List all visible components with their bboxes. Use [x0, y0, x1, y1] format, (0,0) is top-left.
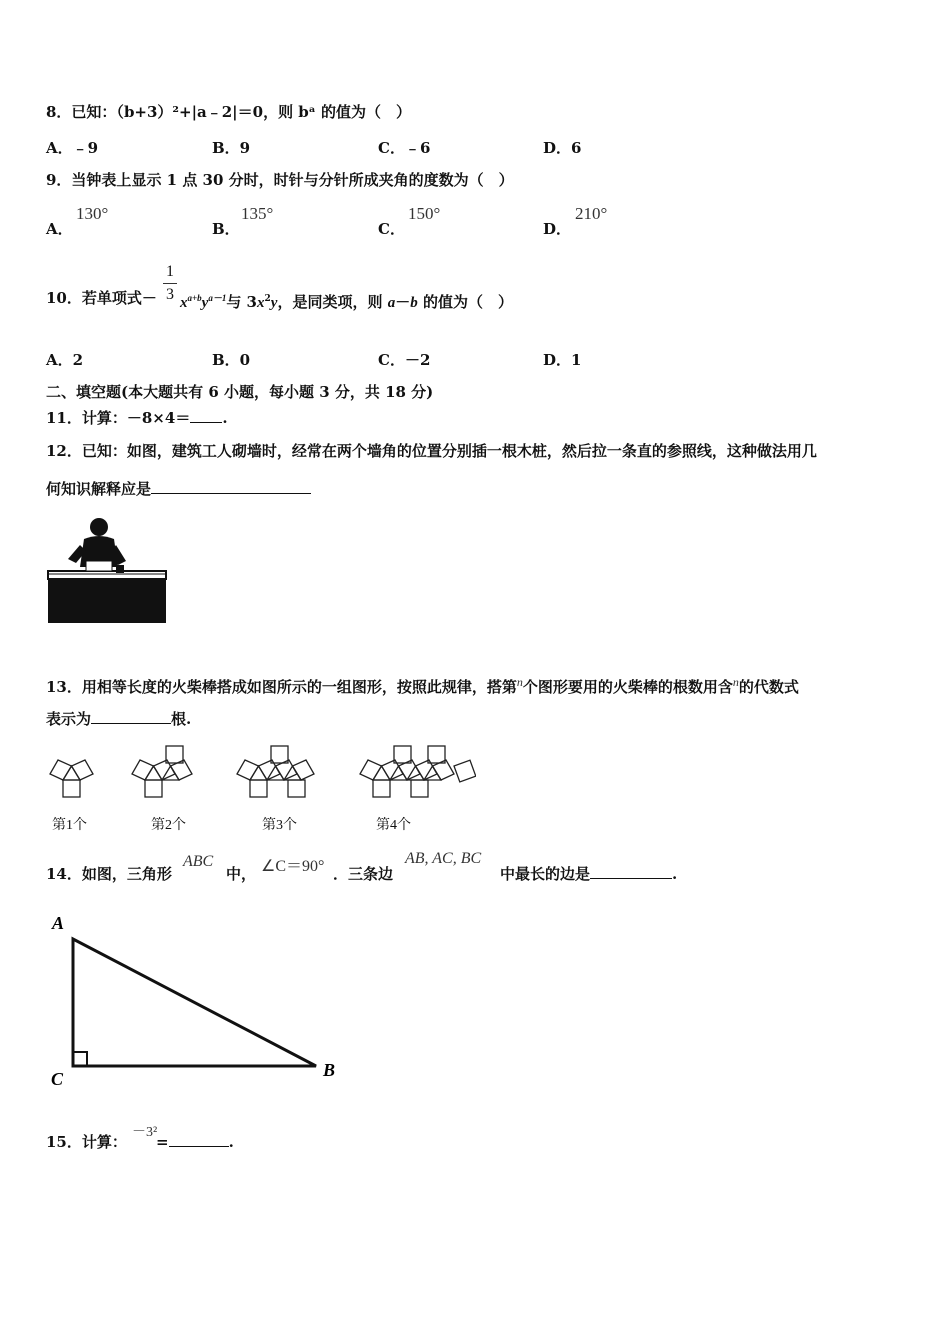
q9-option-a: A．	[46, 220, 73, 238]
q8-option-d: D．6	[543, 139, 582, 157]
q14-mid: 中，	[226, 865, 257, 883]
q10-frac-num: 1	[166, 263, 174, 280]
q10-option-a: A．2	[46, 351, 84, 369]
q9-option-d: D．	[543, 220, 572, 238]
q10-option-d: D．1	[543, 351, 582, 369]
q11-blank[interactable]	[190, 408, 222, 423]
vertex-label-b: B	[323, 1060, 336, 1080]
q10-fraction	[163, 263, 177, 304]
caption-figure-1: 第1个	[52, 818, 87, 833]
q8-option-a: A．﹣9	[46, 139, 99, 157]
q9-option-c: C．	[378, 220, 405, 238]
q8-text: 8．已知：（b+3）²+|a﹣2|＝0，则 bᵃ 的值为（ ）	[46, 103, 411, 121]
q13-blank[interactable]	[91, 709, 171, 724]
q12-blank[interactable]	[151, 479, 311, 494]
q10-option-b: B．0	[212, 351, 251, 369]
q10-frac-den: 3	[166, 286, 174, 303]
q15-answer: = .	[156, 1133, 234, 1151]
q10-tail: 的值为（ ）	[422, 293, 513, 311]
q13-line2: 表示为 根.	[46, 710, 192, 728]
right-triangle-figure	[46, 908, 356, 1090]
q10-prefix: 10．若单项式－	[46, 289, 157, 307]
q9-value-c: 150°	[408, 204, 441, 223]
matchstick-figure-4	[360, 746, 476, 797]
vertex-label-c: C	[51, 1069, 64, 1089]
q10-text	[46, 288, 157, 308]
right-angle-mark	[73, 1052, 87, 1066]
q9-value-b: 135°	[241, 204, 274, 223]
q10-math: $x^{a+b}y^{a-1}$与 $3x^2y$，是同类项，则 a－b 的值为（ ）	[180, 293, 513, 311]
q10-option-c: C．－2	[378, 351, 431, 369]
q14-mid2: ．三条边	[333, 865, 394, 883]
q9-value-d: 210°	[575, 204, 608, 223]
vertex-label-a: A	[52, 913, 65, 933]
q9-value-a: 130°	[76, 204, 109, 223]
q8-option-b: B．9	[212, 139, 251, 157]
q14-angle: ∠C＝90°	[261, 858, 325, 875]
q11-text: 11．计算：－8×4＝ .	[46, 409, 228, 427]
q8-option-c: C．﹣6	[378, 139, 431, 157]
q13-line1: 13．用相等长度的火柴棒搭成如图所示的一组图形，按照此规律，搭第$^n$个图形要用的火柴棒的根数用含$^n$的代数式	[46, 675, 799, 696]
q9-text: 9．当钟表上显示 1 点 30 分时，时针与分针所成夹角的度数为（ ）	[46, 171, 514, 189]
q15-blank[interactable]	[169, 1132, 229, 1147]
q14-blank[interactable]	[590, 864, 672, 879]
worker-wall-figure	[46, 515, 170, 627]
q14-prefix: 14．如图，三角形	[46, 865, 172, 883]
matchstick-figures	[46, 742, 476, 808]
q10-suffix: 是同类项，则	[292, 293, 383, 311]
q15-prefix: 15．计算：	[46, 1133, 127, 1151]
section-heading: 二、填空题(本大题共有 6 小题，每小题 3 分，共 18 分)	[46, 383, 434, 401]
wall-block	[48, 577, 166, 623]
matchstick-figure-2	[132, 746, 192, 797]
triangle-abc	[73, 939, 316, 1066]
q14-suffix: 中最长的边是 .	[500, 865, 678, 883]
q14-sides: AB, AC, BC	[405, 850, 482, 867]
q9-option-b: B．	[212, 220, 240, 238]
q12-line1: 12．已知：如图，建筑工人砌墙时，经常在两个墙角的位置分别插一根木桩，然后拉一条直的参照线，这种做法用几	[46, 442, 817, 460]
matchstick-figure-1	[50, 760, 93, 797]
q15-expr: －3²	[132, 1125, 158, 1140]
q12-line2: 何知识解释应是	[46, 479, 311, 499]
caption-figure-3: 第3个	[262, 818, 297, 833]
matchstick-figure-3	[237, 746, 314, 797]
q14-abc: ABC	[183, 853, 214, 870]
caption-figure-2: 第2个	[151, 818, 186, 833]
caption-figure-4: 第4个	[376, 818, 411, 833]
